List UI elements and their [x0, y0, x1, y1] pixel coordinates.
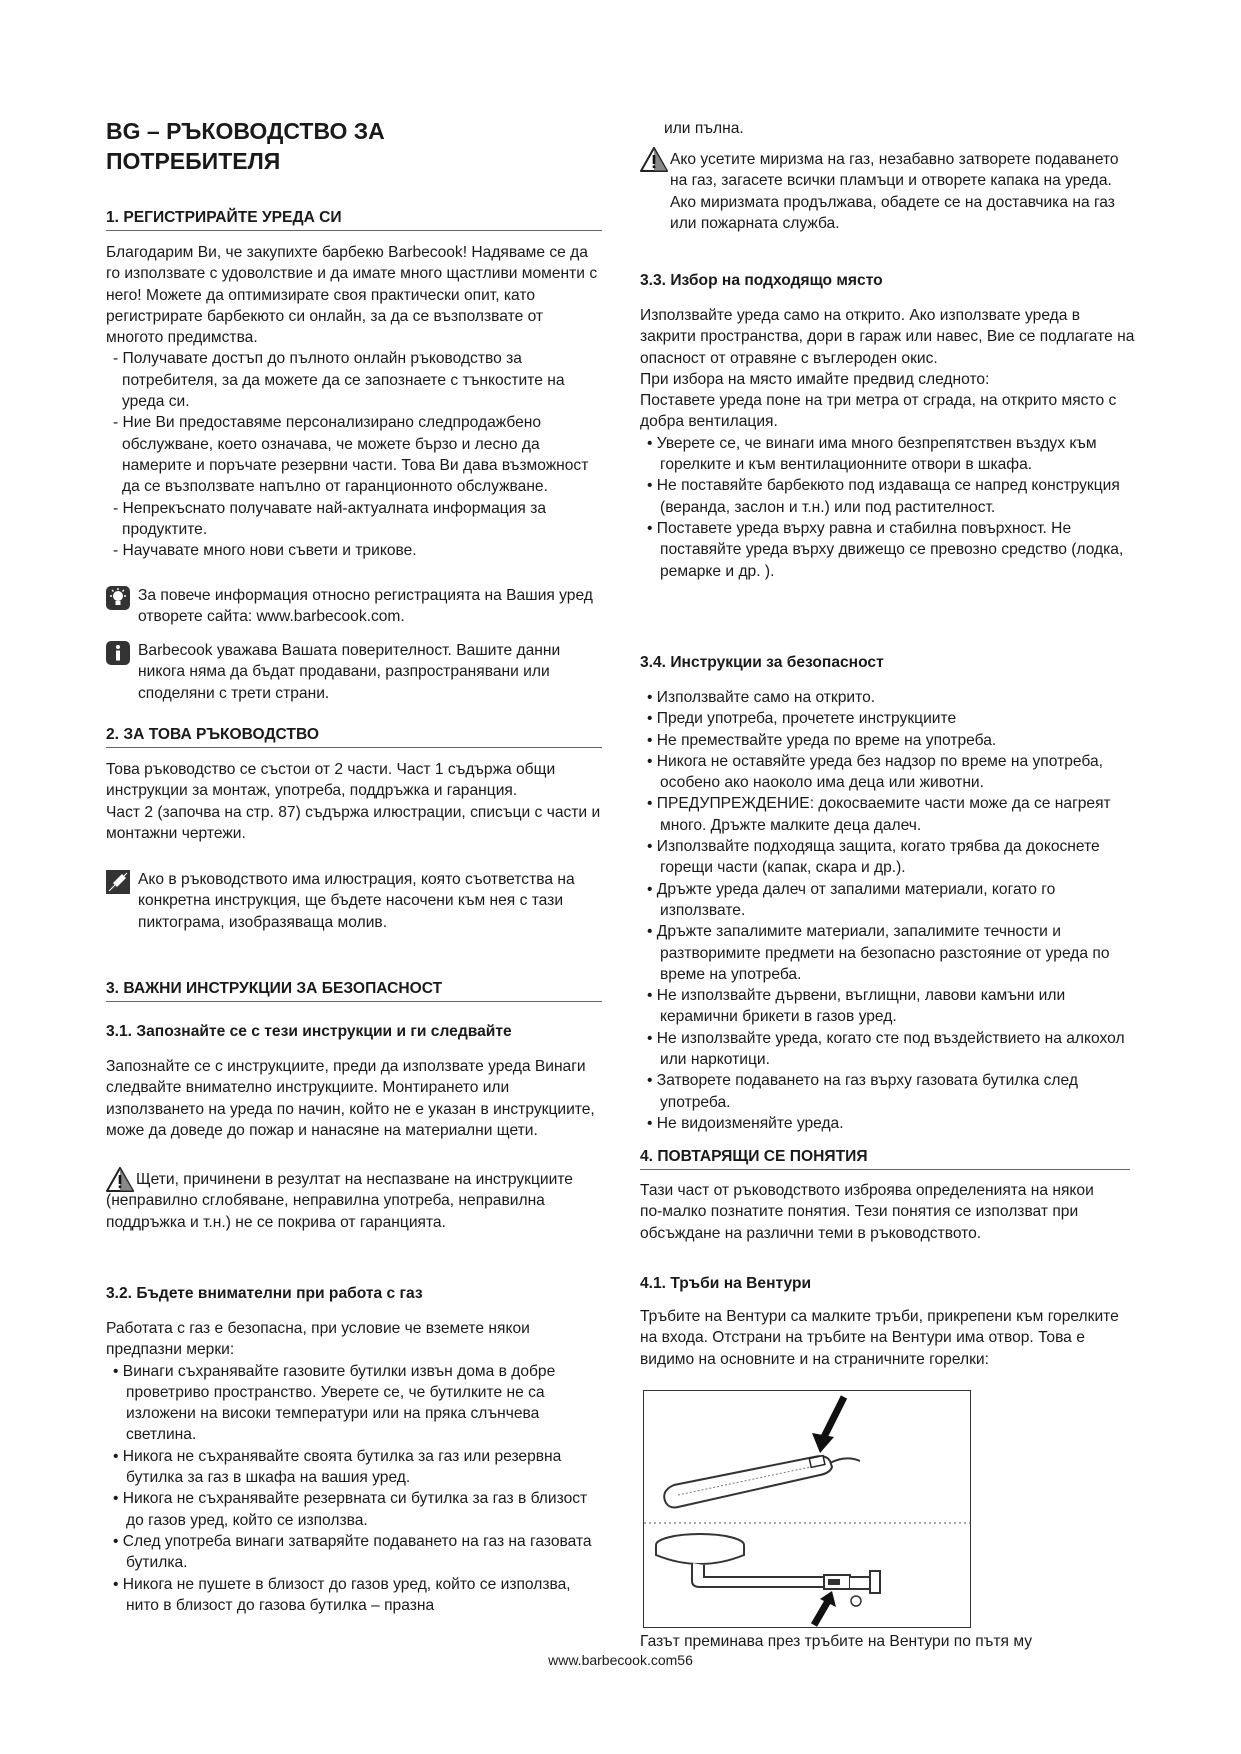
list-item: - Ние Ви предоставяме персонализирано следпродажбено обслужване, което означава, че можете бързо и лесно да намерите и поръчате резервни части. Това Ви дава възможност да се възползвате напълно от гаранционното обслужване. [106, 412, 602, 497]
section-3-2-list [106, 1361, 602, 1617]
pencil-note [106, 869, 602, 933]
list-item: • След употреба винаги затваряйте подаването на газ на газовата бутилка. [106, 1531, 602, 1574]
section-3-heading: 3. ВАЖНИ ИНСТРУКЦИИ ЗА БЕЗОПАСНОСТ [106, 978, 602, 1002]
warning-icon [106, 1167, 134, 1198]
list-item: • Никога не съхранявайте резервната си бутилка за газ в близост до газов уред, който се използва. [106, 1488, 602, 1531]
section-3-4-heading: 3.4. Инструкции за безопасност [640, 654, 884, 671]
tip-text: За повече информация относно регистрацията на Вашия уред отворете сайта: www.barbecook.com. [138, 587, 593, 626]
privacy-text: Barbecook уважава Вашата поверителност. Вашите данни никога няма да бъдат продавани, разпространявани или споделяни с трети страни. [138, 642, 561, 702]
section-4-paragraph: Тази част от ръководството изброява определенията на някои по-малко познатите понятия. Тези понятия се използват при обсъждане на различни теми в ръководството. [640, 1182, 1094, 1242]
list-item: • Използвайте само на открито. [640, 687, 1136, 708]
section-2-paragraph-2: Част 2 (започва на стр. 87) съдържа илюстрации, списъци с части и монтажни чертежи. [106, 803, 601, 842]
list-item: • Никога не оставяйте уреда без надзор по време на употреба, особено ако наоколо има деца или животни. [640, 751, 1136, 794]
lightbulb-icon [106, 586, 130, 616]
section-1-intro: Благодарим Ви, че закупихте барбекю Barbecook! Надяваме се да го използвате с удоволствие и да имате много щастливи моменти с него! Можете да оптимизирате своя практически опит, като регистрирате барбекюто си онлайн, за да се възползвате от многото предимства. [106, 244, 598, 347]
list-item: • Дръжте запалимите материали, запалимите течности и разтворимите предмети на безопасно разстояние от уреда по време на употреба. [640, 921, 1136, 985]
list-item: • Поставете уреда върху равна и стабилна повърхност. Не поставяйте уреда върху движещо се превозно средство (лодка, ремарке и др. ). [640, 518, 1136, 582]
damage-warning [106, 1169, 602, 1233]
gas-smell-warning-text: Ако усетите миризма на газ, незабавно затворете подаването на газ, загасете всички пламъци и отворете капака на уреда. Ако миризмата продължава, обадете се на доставчика на газ или пожарната служба. [670, 151, 1119, 232]
warning-icon [640, 147, 668, 178]
page-title: BG – РЪКОВОДСТВО ЗА ПОТРЕБИТЕЛЯ [106, 118, 385, 174]
pencil-text: Ако в ръководството има илюстрация, която съответства на конкретна инструкция, ще бъдете насочени към нея с тази пиктограма, изобразяваща молив. [138, 871, 575, 931]
damage-warning-rest: (неправилно сглобяване, неправилна употреба, неправилна поддръжка и т.н.) не се покрива от гаранцията. [106, 1192, 545, 1231]
section-3-2-body [106, 1318, 602, 1616]
gas-smell-warning [640, 149, 1136, 234]
gas-list-continuation: или пълна. [664, 120, 744, 137]
section-1-list [106, 348, 602, 561]
list-item: • Уверете се, че винаги има много безпрепятствен въздух към горелките и към вентилационните отвори в шкафа. [640, 433, 1136, 476]
tip-note [106, 585, 602, 628]
list-item: • Не използвайте дървени, въглищни, лавови камъни или керамични брикети в газов уред. [640, 985, 1136, 1028]
section-3-3-body [640, 305, 1136, 582]
section-3-4-list [640, 687, 1136, 1134]
damage-warning-lead: Щети, причинени в резултат на неспазване на инструкциите [136, 1171, 573, 1188]
section-3-2-heading: 3.2. Бъдете внимателни при работа с газ [106, 1285, 423, 1302]
privacy-note [106, 640, 602, 704]
section-1-heading: 1. РЕГИСТРИРАЙТЕ УРЕДА СИ [106, 207, 602, 231]
section-3-3-paragraph-3: Поставете уреда поне на три метра от сграда, на открито място с добра вентилация. [640, 392, 1117, 431]
venturi-illustration [643, 1390, 971, 1628]
pencil-icon [106, 870, 130, 900]
list-item: - Непрекъснато получавате най-актуалната информация за продуктите. [106, 498, 602, 541]
page-footer: www.barbecook.com56 [548, 1652, 693, 1668]
section-3-2-paragraph: Работата с газ е безопасна, при условие че вземете някои предпазни мерки: [106, 1320, 530, 1359]
section-2-paragraph-1: Това ръководство се състои от 2 части. Част 1 съдържа общи инструкции за монтаж, употреба, поддръжка и гаранция. [106, 761, 556, 800]
section-3-1-paragraph: Запознайте се с инструкциите, преди да използвате уреда Винаги следвайте внимателно инструкциите. Монтирането или използването на уреда по начин, който не е указан в инструкциите, може да доведе до пожар и нанасяне на материални щети. [106, 1058, 595, 1139]
section-1-body [106, 242, 602, 561]
list-item: • Използвайте подходяща защита, когато трябва да докоснете горещи части (капак, скара и др.). [640, 836, 1136, 879]
list-item: • Затворете подаването на газ върху газовата бутилка след употреба. [640, 1070, 1136, 1113]
list-item: - Получавате достъп до пълното онлайн ръководство за потребителя, за да можете да се запознаете с тънкостите на уреда си. [106, 348, 602, 412]
venturi-tube-drawing [644, 1391, 970, 1627]
list-item: • Не поставяйте барбекюто под издаваща се напред конструкция (веранда, заслон и т.н.) или под растителност. [640, 475, 1136, 518]
section-3-3-list [640, 433, 1136, 582]
list-item: • Преди употреба, прочетете инструкциите [640, 708, 1136, 729]
list-item: - Научавате много нови съвети и трикове. [106, 540, 602, 561]
list-item: • Винаги съхранявайте газовите бутилки извън дома в добре проветриво пространство. Уверете се, че бутилките не са изложени на високи температури или на пряка слънчева светлина. [106, 1361, 602, 1446]
list-item: • Никога не съхранявайте своята бутилка за газ или резервна бутилка за газ в шкафа на вашия уред. [106, 1446, 602, 1489]
section-3-3-paragraph-1: Използвайте уреда само на открито. Ако използвате уреда в закрити пространства, дори в гараж или навес, Вие се подлагате на опасност от отравяне с въглероден окис. [640, 307, 1135, 367]
list-item: • Не използвайте уреда, когато сте под въздействието на алкохол или наркотици. [640, 1028, 1136, 1071]
list-item: • Никога не пушете в близост до газов уред, който се използва, нито в близост до газова бутилка – празна [106, 1574, 602, 1617]
list-item: • Дръжте уреда далеч от запалими материали, когато го използвате. [640, 879, 1136, 922]
section-2-body [106, 759, 602, 844]
section-2-heading: 2. ЗА ТОВА РЪКОВОДСТВО [106, 724, 602, 748]
list-item: • Не видоизменяйте уреда. [640, 1113, 1136, 1134]
section-3-3-heading: 3.3. Избор на подходящо място [640, 272, 883, 289]
section-4-1-paragraph: Тръбите на Вентури са малките тръби, прикрепени към горелките на входа. Отстрани на тръбите на Вентури има отвор. Това е видимо на основните и на страничните горелки: [640, 1308, 1119, 1368]
section-3-1-heading: 3.1. Запознайте се с тези инструкции и ги следвайте [106, 1023, 512, 1040]
info-icon [106, 641, 130, 671]
section-4-1-heading: 4.1. Тръби на Вентури [640, 1275, 812, 1292]
list-item: • Не премествайте уреда по време на употреба. [640, 730, 1136, 751]
section-4-1-after-text: Газът преминава през тръбите на Вентури по пътя му [640, 1633, 1033, 1650]
section-3-3-paragraph-2: При избора на място имайте предвид следното: [640, 370, 990, 388]
section-4-heading: 4. ПОВТАРЯЩИ СЕ ПОНЯТИЯ [640, 1146, 1130, 1170]
list-item: • ПРЕДУПРЕЖДЕНИЕ: докосваемите части може да се нагреят много. Дръжте малките деца далеч. [640, 793, 1136, 836]
